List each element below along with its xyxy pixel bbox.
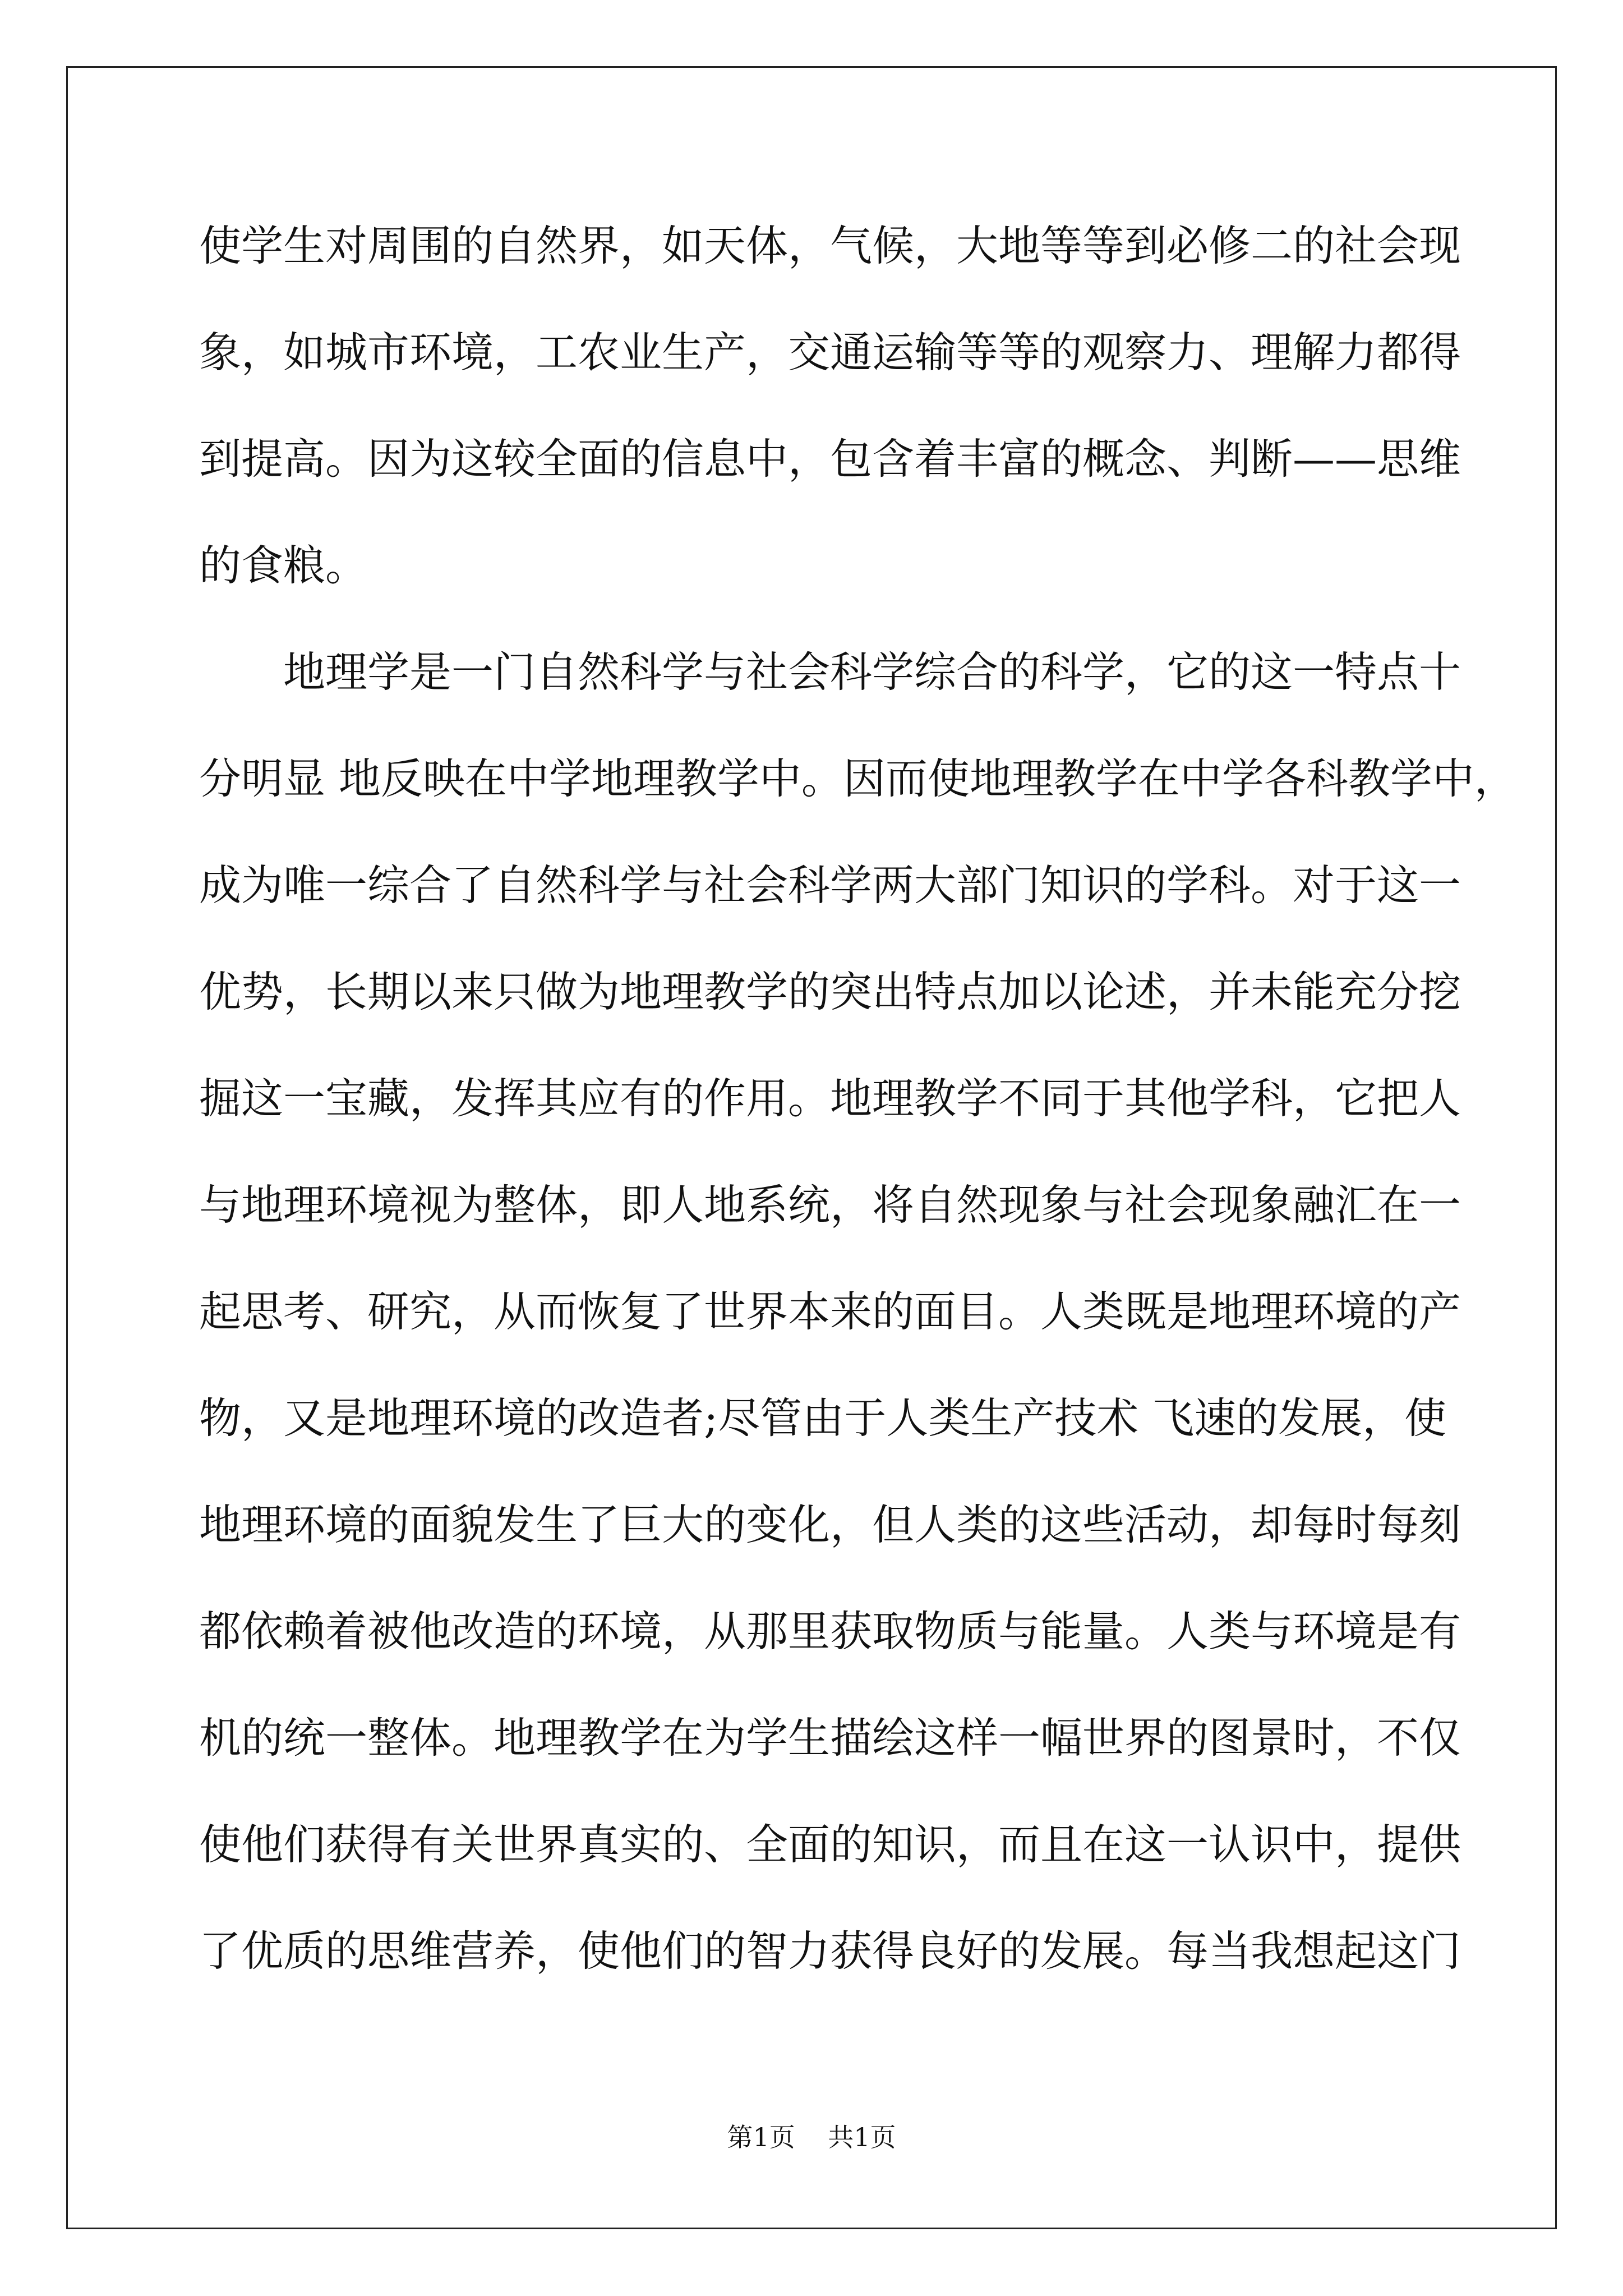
text-line: 使他们获得有关世界真实的、全面的知识，而且在这一认识中，提供 (199, 1820, 1461, 1869)
paragraph-first-line: 地理学是一门自然科学与社会科学综合的科学，它的这一特点十 (283, 647, 1461, 697)
text-line: 都依赖着被他改造的环境，从那里获取物质与能量。人类与环境是有 (199, 1607, 1461, 1656)
text-line: 与地理环境视为整体，即人地系统，将自然现象与社会现象融汇在一 (199, 1180, 1461, 1230)
text-line: 起思考、研究，从而恢复了世界本来的面目。人类既是地理环境的产 (199, 1287, 1461, 1336)
page-footer (0, 2120, 1623, 2154)
text-line: 使学生对周围的自然界，如天体，气候，大地等等到必修二的社会现 (199, 221, 1461, 270)
text-line: 机的统一整体。地理教学在为学生描绘这样一幅世界的图景时，不仅 (199, 1713, 1461, 1763)
total-pages: 共1页 (828, 2122, 896, 2152)
text-line: 地理环境的面貌发生了巨大的变化，但人类的这些活动，却每时每刻 (199, 1500, 1461, 1549)
page-border (66, 66, 1557, 2229)
text-line: 到提高。因为这较全面的信息中，包含着丰富的概念、判断——思维 (199, 434, 1461, 484)
text-line: 分明显 地反映在中学地理教学中。因而使地理教学在中学各科教学中， (199, 754, 1516, 803)
text-line: 掘这一宝藏，发挥其应有的作用。地理教学不同于其他学科，它把人 (199, 1074, 1461, 1123)
text-line: 物，又是地理环境的改造者;尽管由于人类生产技术 飞速的发展，使 (199, 1393, 1447, 1443)
text-line: 的食粮。 (199, 541, 368, 590)
text-line: 成为唯一综合了自然科学与社会科学两大部门知识的学科。对于这一 (199, 861, 1461, 910)
text-line: 象，如城市环境，工农业生产，交通运输等等的观察力、理解力都得 (199, 328, 1461, 377)
text-line: 了优质的思维营养，使他们的智力获得良好的发展。每当我想起这门 (199, 1926, 1461, 1976)
page-number: 第1页 (727, 2122, 795, 2152)
text-line: 优势，长期以来只做为地理教学的突出特点加以论述，并未能充分挖 (199, 967, 1461, 1016)
